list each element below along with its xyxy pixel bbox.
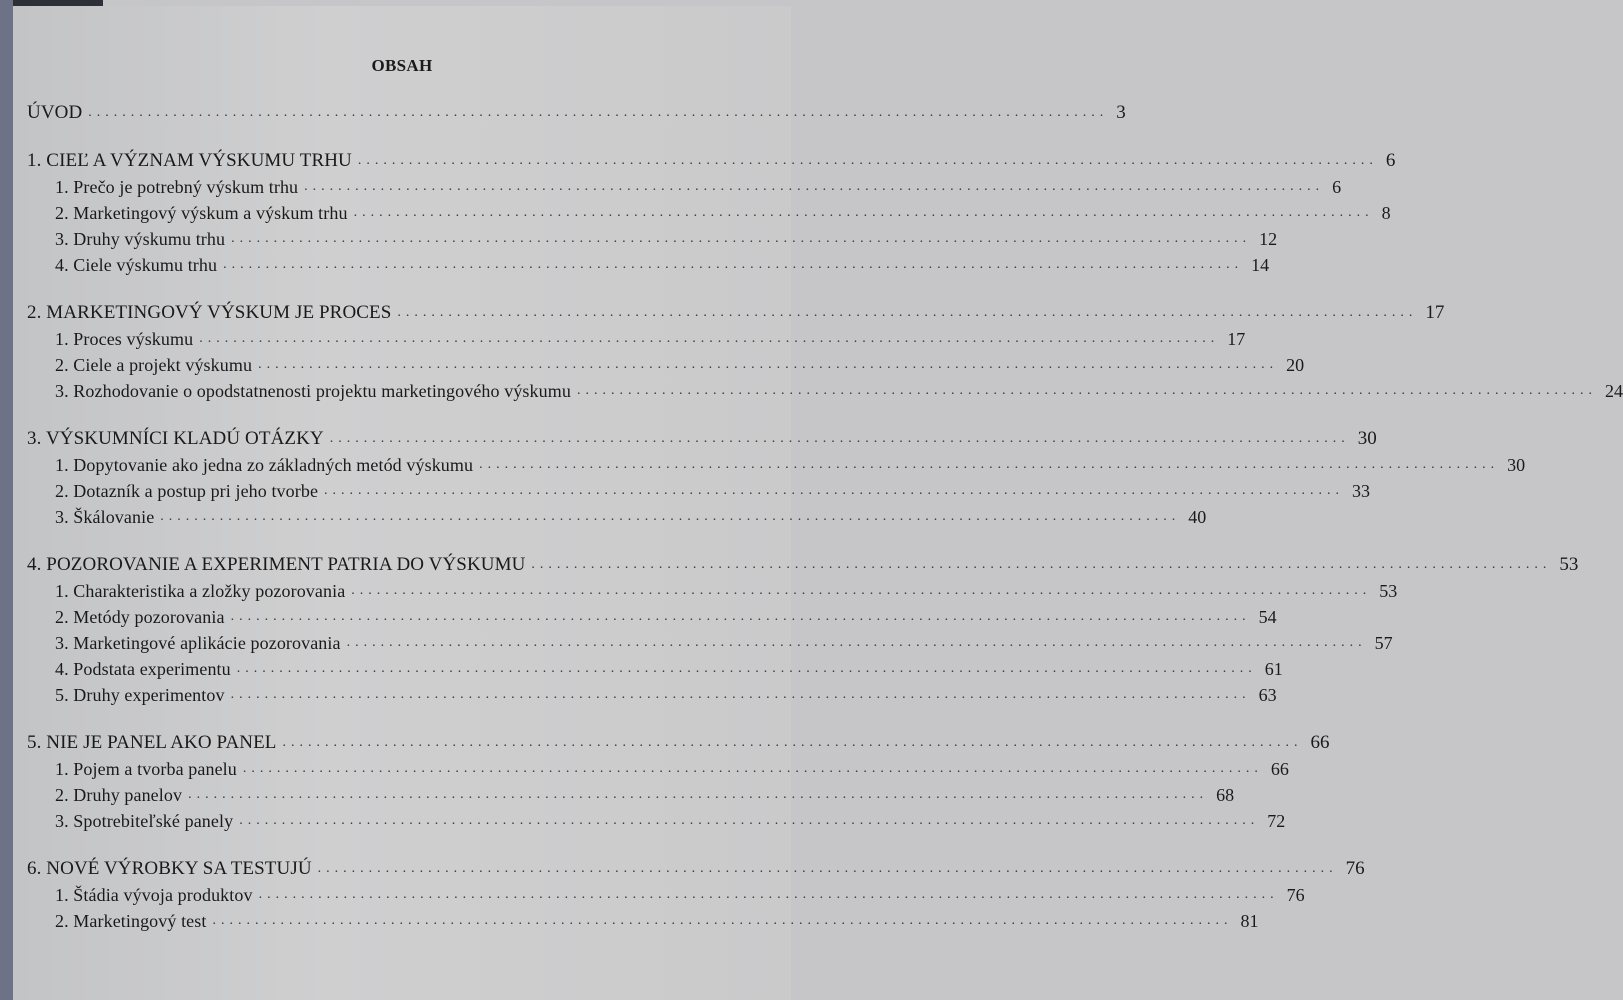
- dot-leader: ........................................................................................................................: [346, 635, 1367, 650]
- dot-leader: ........................................................................................................................: [88, 105, 1109, 120]
- dot-leader: ........................................................................................................................: [258, 357, 1279, 372]
- entry-title: 1. Pojem a tvorba panelu: [55, 759, 237, 779]
- page-number: 3: [1116, 102, 1126, 123]
- page-number: 76: [1345, 858, 1365, 879]
- entry-title: 3. Spotrebiteľské panely: [55, 811, 234, 831]
- entry-title: 4. POZOROVANIE A EXPERIMENT PATRIA DO VÝSKUMU: [27, 554, 526, 575]
- toc-section-entry: [27, 324, 1246, 350]
- entry-title: 3. Druhy výskumu trhu: [55, 229, 226, 249]
- entry-title: 1. CIEĽ A VÝZNAM VÝSKUMU TRHU: [27, 150, 352, 171]
- toc-section-entry: [27, 502, 1207, 528]
- toc-section-entry: [27, 376, 1623, 402]
- entry-title: 5. NIE JE PANEL AKO PANEL: [27, 732, 277, 753]
- toc-chapter-entry: [27, 854, 1365, 880]
- toc-section-entry: [27, 350, 1305, 376]
- toc-chapter-entry: [27, 550, 1579, 576]
- toc-section-entry: [27, 806, 1286, 832]
- dot-leader: ........................................................................................................................: [231, 231, 1252, 246]
- dot-leader: ........................................................................................................................: [160, 509, 1181, 524]
- toc-section-entry: [27, 198, 1391, 224]
- entry-title: 5. Druhy experimentov: [55, 685, 225, 705]
- entry-title: 3. Marketingové aplikácie pozorovania: [55, 633, 341, 653]
- dot-leader: ........................................................................................................................: [351, 583, 1372, 598]
- page-number: 68: [1216, 785, 1235, 805]
- toc-section-entry: [27, 476, 1371, 502]
- page-number: 72: [1267, 811, 1286, 831]
- entry-title: 2. Marketingový test: [55, 911, 207, 931]
- page-number: 17: [1425, 302, 1445, 323]
- entry-title: 1. Proces výskumu: [55, 329, 194, 349]
- toc-section-entry: [27, 880, 1305, 906]
- page-number: 66: [1270, 759, 1289, 779]
- toc-section-entry: [27, 450, 1526, 476]
- dot-leader: ........................................................................................................................: [199, 331, 1220, 346]
- entry-title: 1. Štádia vývoja produktov: [55, 885, 253, 905]
- toc-section-entry: [27, 250, 1270, 276]
- page-number: 30: [1507, 455, 1526, 475]
- toc-section-entry: [27, 780, 1235, 806]
- page-number: 76: [1286, 885, 1305, 905]
- page-number: 30: [1357, 428, 1377, 449]
- toc-chapter-entry: [27, 98, 1126, 124]
- dot-leader: ........................................................................................................................: [236, 661, 1257, 676]
- page-number: 53: [1559, 554, 1579, 575]
- book-binding-edge: [0, 0, 13, 1000]
- entry-title: 2. Dotazník a postup pri jeho tvorbe: [55, 481, 319, 501]
- page-number: 12: [1259, 229, 1278, 249]
- page-number: 33: [1352, 481, 1371, 501]
- entry-title: 4. Ciele výskumu trhu: [55, 255, 218, 275]
- page-number: 54: [1258, 607, 1277, 627]
- toc-section-entry: [27, 172, 1342, 198]
- toc-section-entry: [27, 754, 1289, 780]
- dot-leader: ........................................................................................................................: [329, 431, 1350, 446]
- page-number: 57: [1374, 633, 1393, 653]
- toc-chapter-entry: [27, 424, 1377, 450]
- entry-title: 2. Metódy pozorovania: [55, 607, 225, 627]
- page-number: 63: [1258, 685, 1277, 705]
- page-number: 40: [1188, 507, 1207, 527]
- page-number: 6: [1385, 150, 1396, 171]
- entry-title: 1. Prečo je potrebný výskum trhu: [55, 177, 299, 197]
- dot-leader: ........................................................................................................................: [357, 153, 1378, 168]
- toc-chapter-entry: [27, 728, 1330, 754]
- entry-title: 2. Ciele a projekt výskumu: [55, 355, 253, 375]
- entry-title: 2. Marketingový výskum a výskum trhu: [55, 203, 348, 223]
- entry-title: 6. NOVÉ VÝROBKY SA TESTUJÚ: [27, 858, 312, 879]
- dot-leader: ........................................................................................................................: [304, 179, 1325, 194]
- entry-title: 4. Podstata experimentu: [55, 659, 231, 679]
- entry-title: ÚVOD: [27, 102, 83, 123]
- dot-leader: ........................................................................................................................: [223, 257, 1244, 272]
- page-number: 24: [1604, 381, 1623, 401]
- entry-title: 1. Dopytovanie ako jedna zo základných metód výskumu: [55, 455, 474, 475]
- page-number: 14: [1251, 255, 1270, 275]
- dot-leader: ........................................................................................................................: [317, 861, 1338, 876]
- dot-leader: ........................................................................................................................: [479, 457, 1500, 472]
- dot-leader: ........................................................................................................................: [230, 687, 1251, 702]
- page-number: 53: [1379, 581, 1398, 601]
- toc-section-entry: [27, 654, 1283, 680]
- dot-leader: ........................................................................................................................: [258, 887, 1279, 902]
- toc-section-entry: [27, 628, 1393, 654]
- page-number: 61: [1264, 659, 1283, 679]
- toc-section-entry: [27, 602, 1277, 628]
- toc-section-entry: [27, 576, 1398, 602]
- dot-leader: ........................................................................................................................: [230, 609, 1251, 624]
- dot-leader: ........................................................................................................................: [397, 305, 1418, 320]
- entry-title: 3. Rozhodovanie o opodstatnenosti projektu marketingového výskumu: [55, 381, 571, 401]
- entry-title: 2. Druhy panelov: [55, 785, 183, 805]
- dot-leader: ........................................................................................................................: [576, 383, 1597, 398]
- page-number: 6: [1332, 177, 1342, 197]
- dot-leader: ........................................................................................................................: [239, 813, 1260, 828]
- toc-chapter-entry: [27, 298, 1445, 324]
- entry-title: 1. Charakteristika a zložky pozorovania: [55, 581, 346, 601]
- entry-title: 2. MARKETINGOVÝ VÝSKUM JE PROCES: [27, 302, 392, 323]
- page-title: OBSAH: [371, 56, 433, 75]
- dot-leader: ........................................................................................................................: [353, 205, 1374, 220]
- toc-section-entry: [27, 906, 1259, 932]
- page-number: 81: [1240, 911, 1259, 931]
- table-of-contents: [27, 98, 1623, 932]
- toc-section-entry: [27, 680, 1277, 706]
- page-number: 8: [1381, 203, 1391, 223]
- dot-leader: ........................................................................................................................: [324, 483, 1345, 498]
- dot-leader: ........................................................................................................................: [282, 735, 1303, 750]
- entry-title: 3. Škálovanie: [55, 507, 155, 527]
- page-number: 17: [1227, 329, 1246, 349]
- page-number: 20: [1286, 355, 1305, 375]
- page-number: 66: [1310, 732, 1330, 753]
- dot-leader: ........................................................................................................................: [212, 913, 1233, 928]
- entry-title: 3. VÝSKUMNÍCI KLADÚ OTÁZKY: [27, 428, 324, 449]
- toc-chapter-entry: [27, 146, 1396, 172]
- dot-leader: ........................................................................................................................: [242, 761, 1263, 776]
- dot-leader: ........................................................................................................................: [531, 557, 1552, 572]
- toc-section-entry: [27, 224, 1278, 250]
- dot-leader: ........................................................................................................................: [188, 787, 1209, 802]
